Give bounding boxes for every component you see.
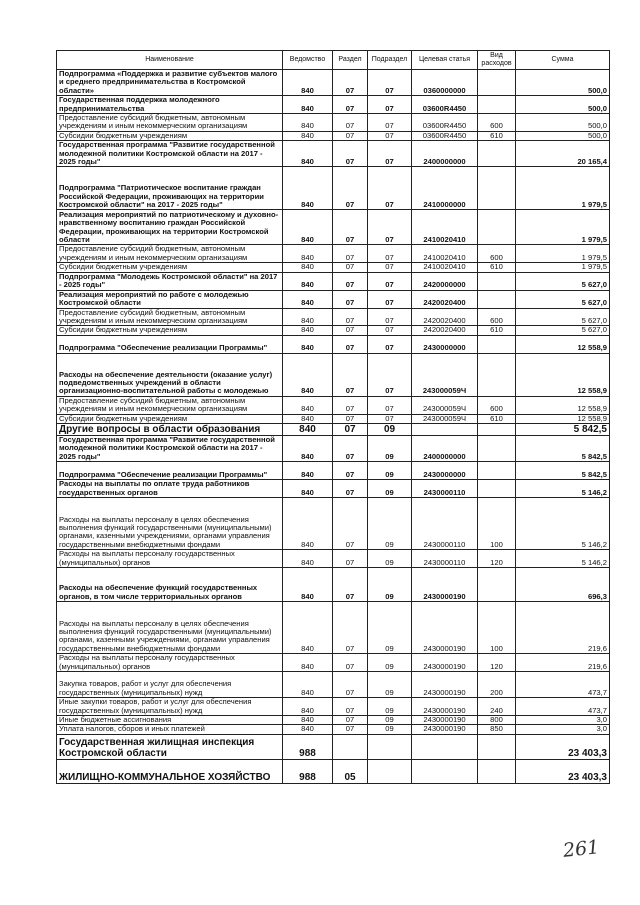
- cell-podrazdel: 09: [368, 423, 412, 435]
- cell-vedomstvo: 840: [283, 725, 333, 734]
- cell-vedomstvo: 840: [283, 308, 333, 326]
- header-podrazdel: Подраздел: [368, 51, 412, 70]
- cell-razdel: 07: [333, 326, 368, 335]
- cell-celevaya-statya: 03600R4450: [412, 96, 478, 114]
- cell-name: Предоставление субсидий бюджетным, автономным учреждениям и иным некоммерческим организациям: [57, 245, 283, 263]
- cell-vedomstvo: 840: [283, 290, 333, 308]
- table-row: [57, 734, 610, 759]
- cell-razdel: 07: [333, 396, 368, 414]
- header-vedomstvo: Ведомство: [283, 51, 333, 70]
- cell-celevaya-statya: 2430000190: [412, 568, 478, 602]
- table-row: [57, 462, 610, 480]
- cell-vid-rashodov: [478, 423, 516, 435]
- cell-summa: 5 146,2: [516, 550, 610, 568]
- cell-summa: 12 558,9: [516, 335, 610, 353]
- page-number: 261: [561, 836, 601, 862]
- cell-vid-rashodov: [478, 759, 516, 783]
- cell-vedomstvo: 840: [283, 141, 333, 167]
- cell-summa: 5 842,5: [516, 435, 610, 461]
- cell-podrazdel: 09: [368, 654, 412, 672]
- cell-summa: 473,7: [516, 672, 610, 698]
- cell-vid-rashodov: [478, 70, 516, 96]
- cell-podrazdel: [368, 734, 412, 759]
- cell-vid-rashodov: 610: [478, 414, 516, 423]
- cell-podrazdel: 09: [368, 715, 412, 724]
- cell-vedomstvo: 840: [283, 602, 333, 654]
- cell-summa: 500,0: [516, 114, 610, 132]
- cell-celevaya-statya: [412, 423, 478, 435]
- cell-vid-rashodov: 200: [478, 672, 516, 698]
- cell-vedomstvo: 840: [283, 272, 333, 290]
- cell-vedomstvo: 840: [283, 568, 333, 602]
- header-vid-rashodov: Вид расходов: [478, 51, 516, 70]
- budget-table: [56, 50, 610, 784]
- cell-summa: 1 979,5: [516, 245, 610, 263]
- cell-vedomstvo: 840: [283, 335, 333, 353]
- cell-summa: 1 979,5: [516, 210, 610, 245]
- cell-razdel: 07: [333, 245, 368, 263]
- cell-summa: 5 146,2: [516, 498, 610, 550]
- cell-razdel: 07: [333, 498, 368, 550]
- cell-podrazdel: 07: [368, 114, 412, 132]
- cell-podrazdel: 09: [368, 480, 412, 498]
- cell-summa: 219,6: [516, 654, 610, 672]
- table-row: [57, 70, 610, 96]
- cell-celevaya-statya: 2430000190: [412, 654, 478, 672]
- cell-vid-rashodov: 100: [478, 498, 516, 550]
- cell-vedomstvo: 988: [283, 759, 333, 783]
- cell-summa: 473,7: [516, 698, 610, 716]
- cell-name: Расходы на выплаты по оплате труда работников государственных органов: [57, 480, 283, 498]
- cell-vedomstvo: 840: [283, 96, 333, 114]
- cell-razdel: 07: [333, 462, 368, 480]
- cell-razdel: 07: [333, 698, 368, 716]
- table-row: [57, 272, 610, 290]
- cell-podrazdel: 09: [368, 462, 412, 480]
- cell-summa: 696,3: [516, 568, 610, 602]
- cell-podrazdel: 07: [368, 290, 412, 308]
- cell-podrazdel: 07: [368, 263, 412, 272]
- cell-name: ЖИЛИЩНО-КОММУНАЛЬНОЕ ХОЗЯЙСТВО: [57, 759, 283, 783]
- cell-vid-rashodov: 240: [478, 698, 516, 716]
- cell-vid-rashodov: [478, 734, 516, 759]
- cell-name: Расходы на обеспечение деятельности (оказание услуг) подведомственных учреждений в области организационно-воспитательной работы с молодежью: [57, 353, 283, 396]
- cell-celevaya-statya: 243000059Ч: [412, 396, 478, 414]
- cell-name: Подпрограмма "Патриотическое воспитание граждан Российской Федерации, проживающих на территории Костромской области" на 2017 - 2025 годы": [57, 167, 283, 210]
- cell-name: Субсидии бюджетным учреждениям: [57, 131, 283, 140]
- cell-summa: 500,0: [516, 70, 610, 96]
- cell-vid-rashodov: 610: [478, 263, 516, 272]
- table-row: [57, 114, 610, 132]
- cell-celevaya-statya: 243000059Ч: [412, 414, 478, 423]
- cell-vid-rashodov: [478, 462, 516, 480]
- cell-podrazdel: 07: [368, 272, 412, 290]
- cell-podrazdel: 07: [368, 96, 412, 114]
- cell-summa: 3,0: [516, 715, 610, 724]
- cell-vid-rashodov: [478, 435, 516, 461]
- cell-razdel: 07: [333, 715, 368, 724]
- cell-summa: 5 627,0: [516, 272, 610, 290]
- cell-summa: 5 842,5: [516, 462, 610, 480]
- cell-vedomstvo: 840: [283, 263, 333, 272]
- cell-razdel: 07: [333, 435, 368, 461]
- cell-celevaya-statya: 2430000190: [412, 698, 478, 716]
- cell-name: Государственная программа "Развитие государственной молодежной политики Костромской области на 2017 - 2025 годы": [57, 141, 283, 167]
- table-row: [57, 326, 610, 335]
- cell-vedomstvo: 988: [283, 734, 333, 759]
- cell-celevaya-statya: 03600R4450: [412, 131, 478, 140]
- cell-vedomstvo: 840: [283, 435, 333, 461]
- cell-razdel: 07: [333, 210, 368, 245]
- table-row: [57, 414, 610, 423]
- cell-podrazdel: 07: [368, 70, 412, 96]
- table-row: [57, 167, 610, 210]
- cell-vid-rashodov: 120: [478, 654, 516, 672]
- cell-name: Государственная поддержка молодежного предпринимательства: [57, 96, 283, 114]
- cell-celevaya-statya: 0360000000: [412, 70, 478, 96]
- cell-podrazdel: 07: [368, 326, 412, 335]
- cell-name: Предоставление субсидий бюджетным, автономным учреждениям и иным некоммерческим организациям: [57, 308, 283, 326]
- cell-name: Субсидии бюджетным учреждениям: [57, 263, 283, 272]
- cell-summa: 12 558,9: [516, 353, 610, 396]
- cell-celevaya-statya: 2430000110: [412, 550, 478, 568]
- cell-razdel: 07: [333, 335, 368, 353]
- cell-vedomstvo: 840: [283, 70, 333, 96]
- cell-vid-rashodov: [478, 96, 516, 114]
- table-row: [57, 245, 610, 263]
- table-row: [57, 602, 610, 654]
- cell-celevaya-statya: 2430000190: [412, 602, 478, 654]
- cell-podrazdel: 07: [368, 141, 412, 167]
- cell-razdel: 07: [333, 654, 368, 672]
- cell-name: Предоставление субсидий бюджетным, автономным учреждениям и иным некоммерческим организациям: [57, 114, 283, 132]
- cell-vid-rashodov: 120: [478, 550, 516, 568]
- cell-vid-rashodov: [478, 335, 516, 353]
- header-name: Наименование: [57, 51, 283, 70]
- cell-name: Реализация мероприятий по патриотическому и духовно-нравственному воспитанию граждан Российской Федерации, проживающих на территории Костромской области: [57, 210, 283, 245]
- cell-vid-rashodov: 600: [478, 396, 516, 414]
- cell-name: Расходы на выплаты персоналу государственных (муниципальных) органов: [57, 550, 283, 568]
- cell-podrazdel: 09: [368, 698, 412, 716]
- cell-name: Иные закупки товаров, работ и услуг для обеспечения государственных (муниципальных) нужд: [57, 698, 283, 716]
- cell-celevaya-statya: 2420020400: [412, 308, 478, 326]
- cell-summa: 12 558,9: [516, 414, 610, 423]
- table-row: [57, 550, 610, 568]
- table-row: [57, 335, 610, 353]
- cell-celevaya-statya: [412, 759, 478, 783]
- cell-podrazdel: [368, 759, 412, 783]
- cell-vid-rashodov: 600: [478, 245, 516, 263]
- cell-podrazdel: 07: [368, 210, 412, 245]
- cell-razdel: 07: [333, 568, 368, 602]
- table-header-row: [57, 51, 610, 70]
- cell-summa: 5 627,0: [516, 308, 610, 326]
- table-row: [57, 263, 610, 272]
- cell-celevaya-statya: 2400000000: [412, 435, 478, 461]
- table-row: [57, 210, 610, 245]
- cell-razdel: 07: [333, 70, 368, 96]
- cell-summa: 5 146,2: [516, 480, 610, 498]
- cell-razdel: 07: [333, 96, 368, 114]
- cell-summa: 20 165,4: [516, 141, 610, 167]
- cell-summa: 219,6: [516, 602, 610, 654]
- cell-vedomstvo: 840: [283, 245, 333, 263]
- cell-vid-rashodov: 610: [478, 131, 516, 140]
- cell-celevaya-statya: [412, 734, 478, 759]
- cell-vid-rashodov: [478, 568, 516, 602]
- table-row: [57, 498, 610, 550]
- cell-podrazdel: 07: [368, 396, 412, 414]
- cell-podrazdel: 09: [368, 672, 412, 698]
- table-row: [57, 654, 610, 672]
- cell-razdel: 07: [333, 672, 368, 698]
- cell-vedomstvo: 840: [283, 167, 333, 210]
- cell-summa: 500,0: [516, 96, 610, 114]
- cell-summa: 23 403,3: [516, 734, 610, 759]
- cell-podrazdel: 09: [368, 498, 412, 550]
- cell-celevaya-statya: 243000059Ч: [412, 353, 478, 396]
- cell-razdel: 07: [333, 550, 368, 568]
- cell-celevaya-statya: 2430000110: [412, 498, 478, 550]
- cell-vedomstvo: 840: [283, 698, 333, 716]
- table-row: [57, 96, 610, 114]
- cell-celevaya-statya: 2410020410: [412, 245, 478, 263]
- cell-celevaya-statya: 2410020410: [412, 210, 478, 245]
- cell-name: Подпрограмма "Обеспечение реализации Программы": [57, 462, 283, 480]
- cell-razdel: 07: [333, 308, 368, 326]
- cell-celevaya-statya: 2410000000: [412, 167, 478, 210]
- cell-vedomstvo: 840: [283, 715, 333, 724]
- cell-vid-rashodov: [478, 167, 516, 210]
- cell-summa: 12 558,9: [516, 396, 610, 414]
- table-row: [57, 480, 610, 498]
- cell-name: Уплата налогов, сборов и иных платежей: [57, 725, 283, 734]
- cell-celevaya-statya: 2430000190: [412, 672, 478, 698]
- cell-name: Подпрограмма "Обеспечение реализации Программы": [57, 335, 283, 353]
- cell-name: Другие вопросы в области образования: [57, 423, 283, 435]
- table-row: [57, 672, 610, 698]
- cell-name: Государственная программа "Развитие государственной молодежной политики Костромской области на 2017 - 2025 годы": [57, 435, 283, 461]
- cell-vid-rashodov: 610: [478, 326, 516, 335]
- cell-name: Государственная жилищная инспекция Костромской области: [57, 734, 283, 759]
- cell-name: Предоставление субсидий бюджетным, автономным учреждениям и иным некоммерческим организациям: [57, 396, 283, 414]
- cell-vid-rashodov: [478, 353, 516, 396]
- cell-vedomstvo: 840: [283, 550, 333, 568]
- cell-celevaya-statya: 2430000190: [412, 715, 478, 724]
- cell-razdel: 05: [333, 759, 368, 783]
- cell-razdel: 07: [333, 131, 368, 140]
- header-summa: Сумма: [516, 51, 610, 70]
- cell-vedomstvo: 840: [283, 326, 333, 335]
- table-row: [57, 396, 610, 414]
- table-row: [57, 568, 610, 602]
- table-row: [57, 759, 610, 783]
- cell-razdel: 07: [333, 272, 368, 290]
- cell-celevaya-statya: 2430000000: [412, 462, 478, 480]
- cell-vid-rashodov: [478, 272, 516, 290]
- cell-podrazdel: 09: [368, 568, 412, 602]
- cell-name: Расходы на обеспечение функций государственных органов, в том числе территориальных органов: [57, 568, 283, 602]
- cell-vid-rashodov: [478, 210, 516, 245]
- cell-podrazdel: 09: [368, 725, 412, 734]
- cell-vid-rashodov: 600: [478, 308, 516, 326]
- cell-razdel: 07: [333, 167, 368, 210]
- cell-vedomstvo: 840: [283, 396, 333, 414]
- cell-vedomstvo: 840: [283, 210, 333, 245]
- cell-summa: 3,0: [516, 725, 610, 734]
- cell-vid-rashodov: 100: [478, 602, 516, 654]
- cell-celevaya-statya: 2420020400: [412, 290, 478, 308]
- cell-razdel: 07: [333, 414, 368, 423]
- cell-razdel: 07: [333, 114, 368, 132]
- cell-podrazdel: 07: [368, 335, 412, 353]
- cell-name: Закупка товаров, работ и услуг для обеспечения государственных (муниципальных) нужд: [57, 672, 283, 698]
- cell-razdel: 07: [333, 725, 368, 734]
- cell-podrazdel: 07: [368, 353, 412, 396]
- cell-summa: 1 979,5: [516, 263, 610, 272]
- cell-vedomstvo: 840: [283, 114, 333, 132]
- cell-vid-rashodov: 600: [478, 114, 516, 132]
- cell-celevaya-statya: 03600R4450: [412, 114, 478, 132]
- cell-razdel: 07: [333, 602, 368, 654]
- cell-razdel: 07: [333, 423, 368, 435]
- cell-razdel: 07: [333, 263, 368, 272]
- cell-vedomstvo: 840: [283, 498, 333, 550]
- cell-celevaya-statya: 2430000000: [412, 335, 478, 353]
- table-row: [57, 141, 610, 167]
- cell-vedomstvo: 840: [283, 480, 333, 498]
- cell-podrazdel: 07: [368, 131, 412, 140]
- header-celevaya-statya: Целевая статья: [412, 51, 478, 70]
- cell-name: Реализация мероприятий по работе с молодежью Костромской области: [57, 290, 283, 308]
- cell-vedomstvo: 840: [283, 131, 333, 140]
- cell-vedomstvo: 840: [283, 423, 333, 435]
- cell-vid-rashodov: [478, 290, 516, 308]
- cell-razdel: 07: [333, 353, 368, 396]
- cell-podrazdel: 09: [368, 550, 412, 568]
- cell-podrazdel: 07: [368, 245, 412, 263]
- table-row: [57, 308, 610, 326]
- cell-vedomstvo: 840: [283, 414, 333, 423]
- cell-summa: 5 627,0: [516, 326, 610, 335]
- cell-name: Расходы на выплаты персоналу в целях обеспечения выполнения функций государственными (муниципальными) органами, казенными учреждениями, органами управления государственными внебюджетными фондами: [57, 602, 283, 654]
- cell-name: Иные бюджетные ассигнования: [57, 715, 283, 724]
- cell-vedomstvo: 840: [283, 672, 333, 698]
- cell-vid-rashodov: [478, 141, 516, 167]
- cell-podrazdel: 09: [368, 602, 412, 654]
- cell-razdel: 07: [333, 480, 368, 498]
- cell-celevaya-statya: 2430000190: [412, 725, 478, 734]
- cell-name: Расходы на выплаты персоналу в целях обеспечения выполнения функций государственными (муниципальными) органами, казенными учреждениями, органами управления государственными внебюджетными фондами: [57, 498, 283, 550]
- table-body: [57, 70, 610, 784]
- table-row: [57, 290, 610, 308]
- cell-celevaya-statya: 2410020410: [412, 263, 478, 272]
- cell-summa: 500,0: [516, 131, 610, 140]
- cell-summa: 5 842,5: [516, 423, 610, 435]
- table-row: [57, 725, 610, 734]
- table-row: [57, 353, 610, 396]
- table-row: [57, 698, 610, 716]
- cell-vedomstvo: 840: [283, 462, 333, 480]
- cell-name: Подпрограмма "Молодежь Костромской области" на 2017 - 2025 годы": [57, 272, 283, 290]
- cell-razdel: 07: [333, 141, 368, 167]
- cell-podrazdel: 07: [368, 167, 412, 210]
- header-razdel: Раздел: [333, 51, 368, 70]
- cell-summa: 23 403,3: [516, 759, 610, 783]
- cell-podrazdel: 07: [368, 414, 412, 423]
- cell-vedomstvo: 840: [283, 353, 333, 396]
- cell-summa: 5 627,0: [516, 290, 610, 308]
- cell-vid-rashodov: 850: [478, 725, 516, 734]
- cell-name: Субсидии бюджетным учреждениям: [57, 414, 283, 423]
- cell-celevaya-statya: 2430000110: [412, 480, 478, 498]
- cell-celevaya-statya: 2400000000: [412, 141, 478, 167]
- cell-podrazdel: 07: [368, 308, 412, 326]
- table-row: [57, 423, 610, 435]
- cell-name: Подпрограмма «Поддержка и развитие субъектов малого и среднего предпринимательства в Костромской области»: [57, 70, 283, 96]
- cell-vid-rashodov: 800: [478, 715, 516, 724]
- table-row: [57, 435, 610, 461]
- cell-vid-rashodov: [478, 480, 516, 498]
- cell-name: Расходы на выплаты персоналу государственных (муниципальных) органов: [57, 654, 283, 672]
- cell-podrazdel: 09: [368, 435, 412, 461]
- cell-celevaya-statya: 2420020400: [412, 326, 478, 335]
- cell-razdel: [333, 734, 368, 759]
- cell-summa: 1 979,5: [516, 167, 610, 210]
- cell-vedomstvo: 840: [283, 654, 333, 672]
- cell-razdel: 07: [333, 290, 368, 308]
- cell-celevaya-statya: 2420000000: [412, 272, 478, 290]
- cell-name: Субсидии бюджетным учреждениям: [57, 326, 283, 335]
